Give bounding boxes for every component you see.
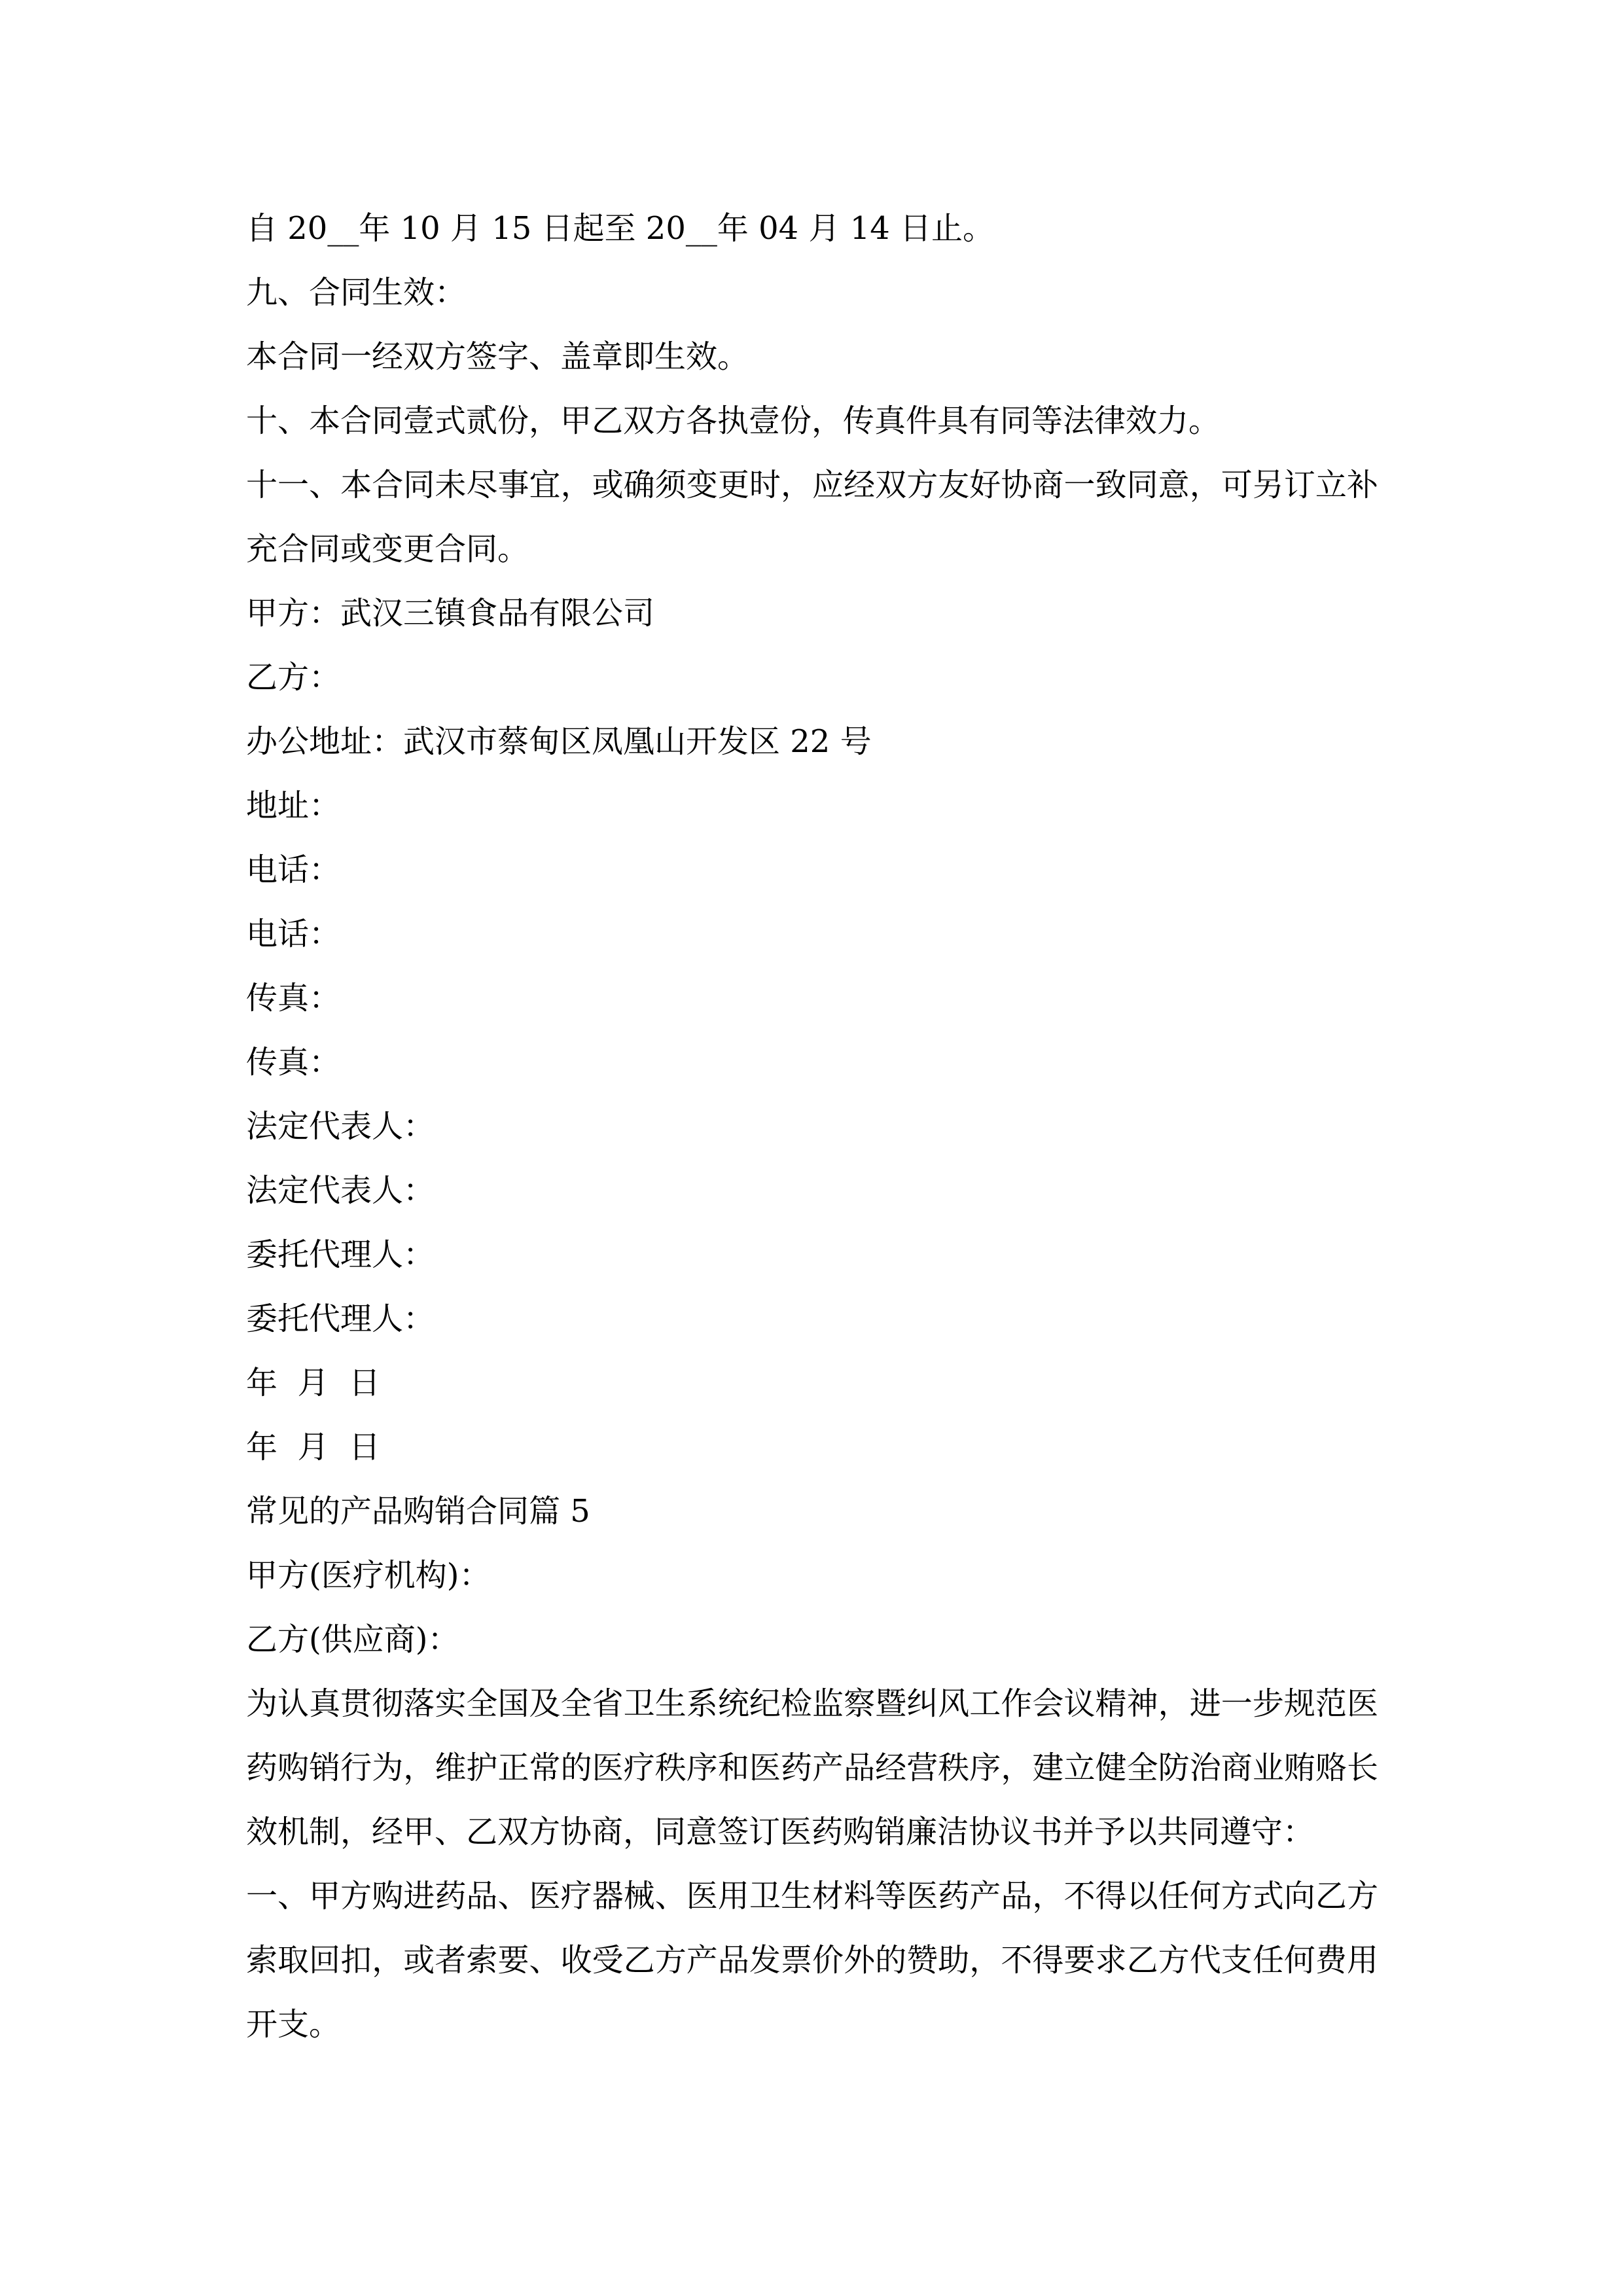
clause-1-paragraph: 一、甲方购进药品、医疗器械、医用卫生材料等医药产品，不得以任何方式向乙方索取回扣，或者索要、收受乙方产品发票价外的赞助，不得要求乙方代支任何费用开支。 [246,1878,1378,2043]
party-b-supplier-line: 乙方(供应商)： [246,1621,459,1658]
fax-line-b: 传真： [246,1044,341,1081]
party-a-line: 甲方：武汉三镇食品有限公司 [246,595,655,632]
phone-line-b: 电话： [246,916,341,952]
clause-11-text: 十一、本合同未尽事宜，或确须变更时，应经双方友好协商一致同意，可另订立补充合同或变更合同。 [246,467,1378,567]
party-b-line: 乙方： [246,659,341,696]
office-address-line: 办公地址：武汉市蔡甸区凤凰山开发区 22 号 [246,723,872,760]
agent-line-b: 委托代理人： [246,1300,435,1337]
date-line-a: 年 月 日 [246,1365,381,1401]
legal-rep-line-a: 法定代表人： [246,1108,435,1145]
contract-term-line: 自 20__年 10 月 15 日起至 20__年 04 月 14 日止。 [246,210,995,247]
clause-9-heading: 九、合同生效： [246,274,467,311]
address-line: 地址： [246,787,341,824]
clause-9-text: 本合同一经双方签字、盖章即生效。 [246,338,749,375]
legal-rep-line-b: 法定代表人： [246,1172,435,1209]
clause-10-text: 十、本合同壹式贰份，甲乙双方各执壹份，传真件具有同等法律效力。 [246,403,1221,439]
party-a-medical-line: 甲方(医疗机构)： [246,1557,491,1594]
fax-line-a: 传真： [246,980,341,1016]
agent-line-a: 委托代理人： [246,1236,435,1273]
document-body [246,196,1378,2056]
preamble-paragraph: 为认真贯彻落实全国及全省卫生系统纪检监察暨纠风工作会议精神，进一步规范医药购销行为，维护正常的医疗秩序和医药产品经营秩序，建立健全防治商业贿赂长效机制，经甲、乙双方协商，同意签订医药购销廉洁协议书并予以共同遵守： [246,1685,1378,1850]
date-line-b: 年 月 日 [246,1429,381,1465]
section-title: 常见的产品购销合同篇 5 [246,1493,590,1530]
phone-line-a: 电话： [246,852,341,888]
